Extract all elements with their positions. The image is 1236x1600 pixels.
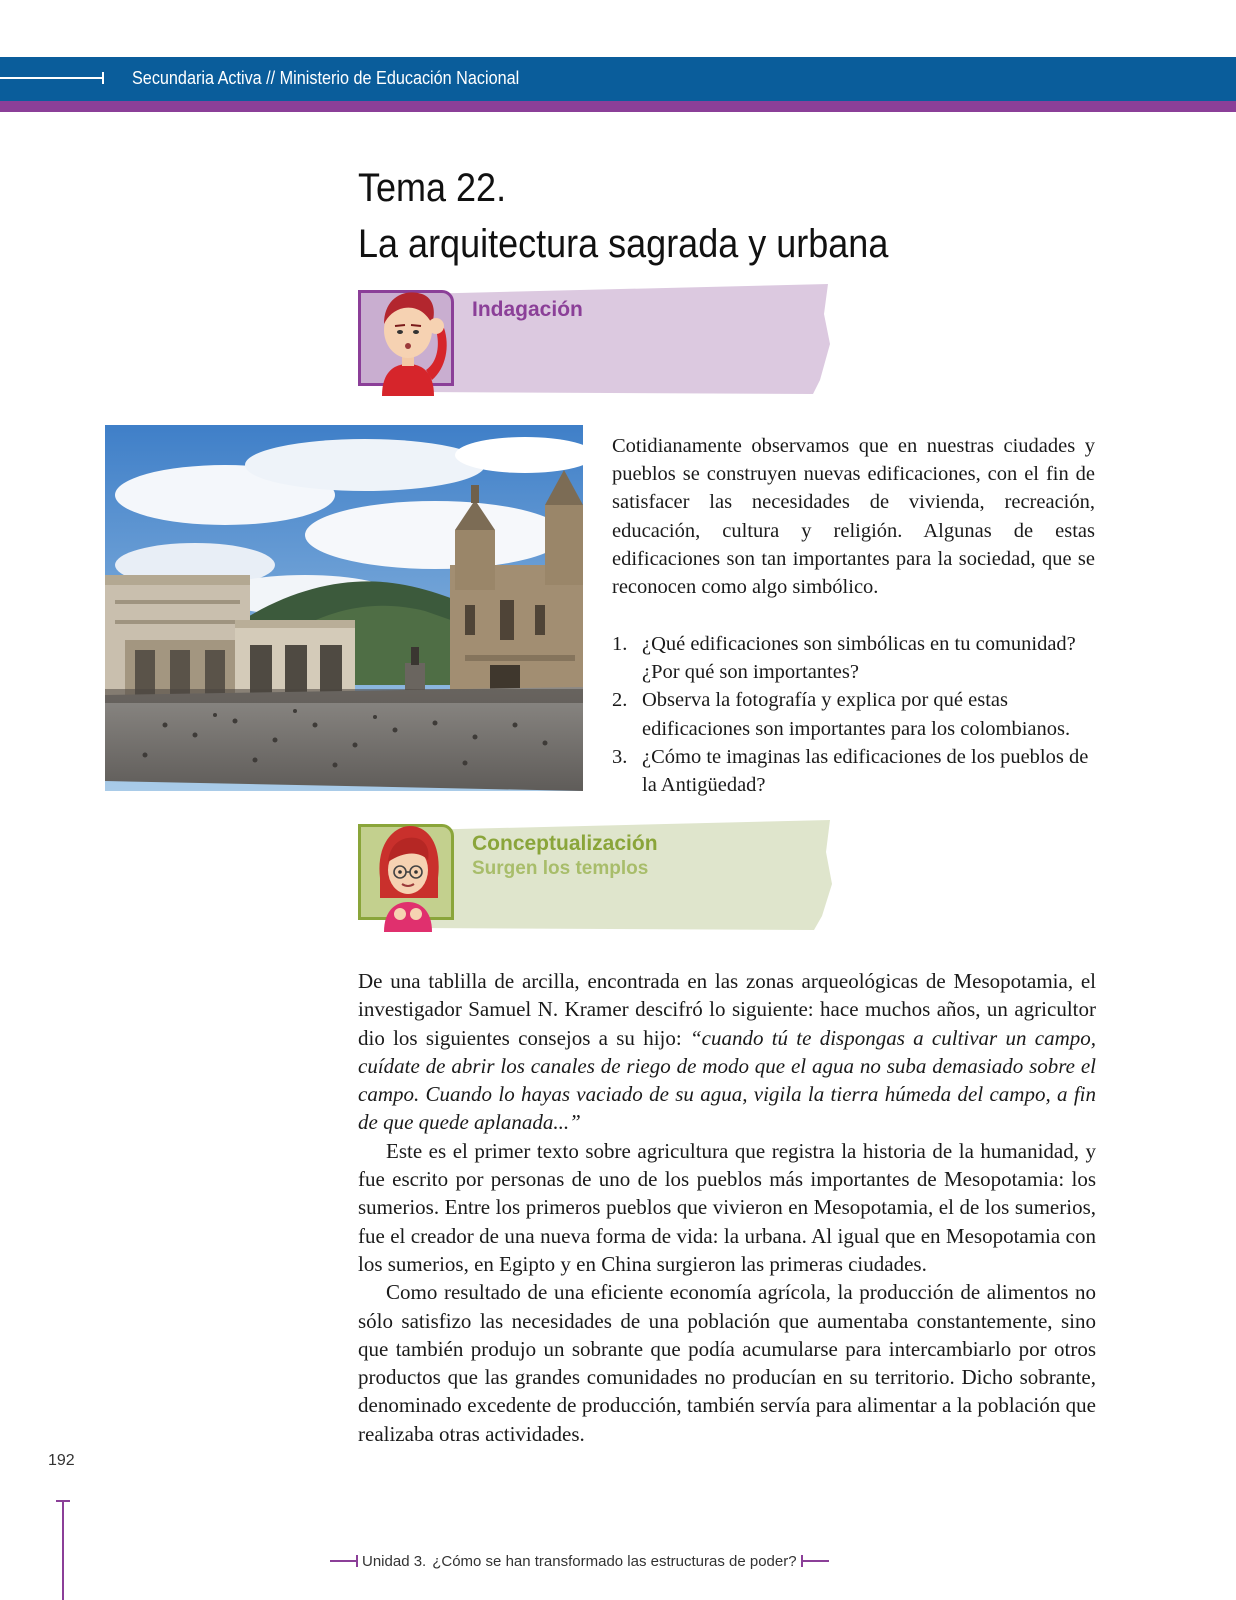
indagacion-paragraph: Cotidianamente observamos que en nuestras ciudades y pueblos se construyen nuevas edificaciones, con el fin de satisfacer las necesidades de vivienda, recreación, educación, cultura y religión. Algunas de estas edificaciones son tan importantes para la sociedad, que se reconocen como algo simbólico. [612,435,1095,599]
question-number: 1. [612,633,628,655]
body-paragraph-intro: De una tablilla de arcilla, encontrada en las zonas arqueológicas de Mesopotamia, el investigador Samuel N. Kramer descifró lo siguiente: hace muchos años, un agricultor dio los siguientes consejos a su hijo: [358,969,1096,1050]
indagacion-questions [612,630,1100,799]
margin-rule-tick [56,1500,70,1502]
question-text: ¿Qué edificaciones son simbólicas en tu comunidad? ¿Por qué son importantes? [642,633,1076,684]
question-text: Observa la fotografía y explica por qué estas edificaciones son importantes para los colombianos. [642,689,1071,740]
question-text: ¿Cómo te imaginas las edificaciones de los pueblos de la Antigüedad? [642,745,1089,797]
indagacion-heading: Indagación [472,298,583,321]
thinking-boy-icon [360,284,460,396]
plaza-illustration [105,425,583,791]
page-title [358,160,888,272]
teacher-girl-icon [360,818,460,932]
footer-unit-title [330,1550,829,1572]
plaza-photo [105,425,583,791]
title-line-heading: La arquitectura sagrada y urbana [358,222,889,266]
list-item [612,686,1100,742]
list-item [612,630,1100,686]
body-paragraph [358,967,1096,1137]
question-number: 3. [612,745,628,768]
footer-unit-question: ¿Cómo se han transformado las estructuras de poder? [432,1552,797,1570]
main-body-text [358,967,1096,1448]
header-rule-tick [102,72,104,84]
list-item [612,743,1100,799]
conceptualizacion-heading: Conceptualización [472,832,658,855]
header-accent-stripe [0,101,1236,112]
header-rule [0,77,104,79]
header-series-title: Secundaria Activa // Ministerio de Educación Nacional [132,68,520,88]
body-paragraph: Como resultado de una eficiente economía agrícola, la producción de alimentos no sólo satisfizo las necesidades de una población que aumentaba constantemente, sino que también produjo un sobrante que podía acumularse para intercambiarlo por otros productos que las grandes comunidades no producían en su territorio. Dicho sobrante, denominado excedente de producción, también servía para alimentar a la población que realizaba otras actividades. [358,1280,1096,1446]
question-number: 2. [612,689,628,712]
footer-unit-label: Unidad 3. [362,1552,427,1570]
body-paragraph: Este es el primer texto sobre agricultura que registra la historia de la humanidad, y fue escrito por personas de uno de los pueblos más importantes de Mesopotamia: los sumerios. Entre los primeros pueblos que vivieron en Mesopotamia, el de los sumerios, fue el creador de una nueva forma de vida: la urbana. Al igual que en Mesopotamia con los sumerios, en Egipto y en China surgieron las primeras ciudades. [358,1138,1096,1276]
footer-rule-right [801,1560,829,1562]
title-line-topic: Tema 22. [358,166,507,210]
margin-rule [62,1500,64,1600]
page-number: 192 [48,1452,75,1469]
indagacion-banner [358,284,834,396]
footer-rule-left [330,1560,358,1562]
conceptualizacion-banner [358,818,834,932]
farmer-quote: “cuando tú te dispongas a cultivar un campo, cuídate de abrir los canales de riego de modo que el agua no suba demasiado sobre el campo. Cuando lo hayas vaciado de su agua, vigila la tierra húmeda del campo, a fin de que quede aplanada...” [358,1025,1096,1135]
conceptualizacion-subheading: Surgen los templos [472,858,649,879]
